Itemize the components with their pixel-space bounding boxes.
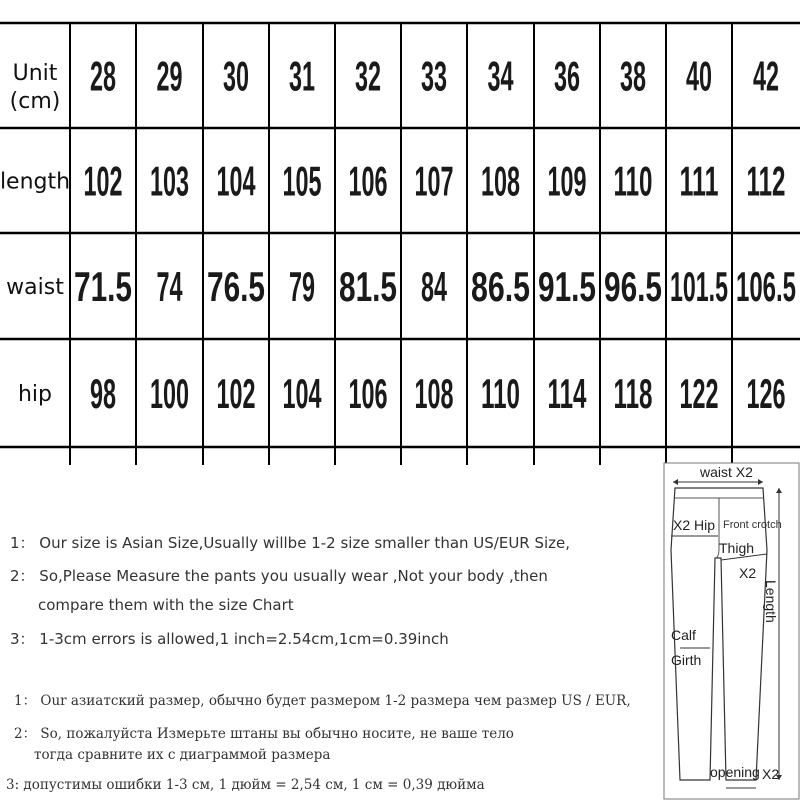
size-value-cell: 102 bbox=[216, 370, 256, 417]
size-value-cell: 101.5 bbox=[670, 263, 728, 310]
size-value-cell: 111 bbox=[679, 157, 719, 205]
size-header-cell: 32 bbox=[355, 52, 381, 100]
size-value-cell: 98 bbox=[90, 370, 116, 417]
size-notes bbox=[0, 470, 660, 800]
opening-x2-label: X2 bbox=[762, 766, 780, 782]
size-header-cell: 42 bbox=[753, 52, 779, 100]
size-value-cell: 105 bbox=[282, 157, 322, 205]
size-value-cell: 84 bbox=[421, 263, 448, 310]
size-value-cell: 118 bbox=[613, 370, 653, 417]
size-value-cell: 79 bbox=[289, 263, 315, 310]
size-value-cell: 74 bbox=[156, 263, 183, 310]
size-value-cell: 110 bbox=[481, 370, 520, 417]
waist-label: waist X2 bbox=[700, 464, 753, 480]
note-en-2-cont: compare them with the size Chart bbox=[38, 596, 294, 614]
note-ru-1: 1： Our азиатский размер, обычно будет размером 1-2 размера чем размер US / EUR, bbox=[14, 693, 631, 709]
size-value-cell: 76.5 bbox=[207, 263, 265, 310]
girth-label: Girth bbox=[671, 652, 702, 668]
size-value-cell: 103 bbox=[150, 157, 189, 205]
opening-label: opening bbox=[710, 764, 760, 780]
size-value-cell: 71.5 bbox=[74, 263, 132, 310]
front-crotch-label: Front crotch bbox=[723, 519, 782, 531]
size-value-cell: 109 bbox=[547, 157, 587, 205]
size-value-cell: 106 bbox=[348, 370, 388, 417]
size-value-cell: 104 bbox=[216, 157, 256, 205]
size-value-cell: 112 bbox=[746, 157, 786, 205]
size-value-cell: 108 bbox=[481, 157, 520, 205]
size-header-cell: 28 bbox=[90, 52, 116, 100]
size-header-cell: 36 bbox=[554, 52, 580, 100]
size-value-cell: 86.5 bbox=[471, 263, 530, 310]
row-label-length: length bbox=[0, 169, 71, 195]
note-ru-3: 3: допустимы ошибки 1-3 см, 1 дюйм = 2,54 см, 1 см = 0,39 дюйма bbox=[6, 777, 485, 793]
header-unit-sublabel: (cm) bbox=[9, 89, 61, 114]
size-value-cell: 106 bbox=[348, 157, 388, 205]
size-value-cell: 107 bbox=[414, 157, 454, 205]
size-value-cell: 126 bbox=[746, 370, 786, 417]
hip-label: X2 Hip bbox=[673, 517, 716, 533]
pants-measurement-diagram bbox=[663, 462, 800, 800]
length-label: Length bbox=[763, 580, 779, 623]
note-ru-2-cont: тогда сравните их с диаграммой размера bbox=[34, 747, 331, 763]
size-header-cell: 30 bbox=[223, 52, 249, 100]
size-value-cell: 81.5 bbox=[339, 263, 397, 310]
size-header-cell: 31 bbox=[289, 52, 315, 100]
size-value-cell: 96.5 bbox=[604, 263, 662, 310]
size-value-cell: 110 bbox=[613, 157, 653, 205]
calf-label: Calf bbox=[671, 627, 696, 643]
size-header-cell: 38 bbox=[620, 52, 646, 100]
thigh-label: Thigh bbox=[719, 540, 755, 556]
header-unit-label: Unit bbox=[12, 61, 58, 86]
thigh-x2-label: X2 bbox=[739, 565, 757, 581]
note-en-2: 2： So,Please Measure the pants you usually wear ,Not your body ,then bbox=[10, 567, 548, 585]
note-ru-2: 2： So, пожалуйста Измерьте штаны вы обычно носите, не ваше тело bbox=[14, 726, 514, 742]
size-value-cell: 104 bbox=[282, 370, 322, 417]
row-label-hip: hip bbox=[17, 382, 53, 407]
note-en-1: 1： Our size is Asian Size,Usually willbe 1-2 size smaller than US/EUR Size, bbox=[10, 534, 571, 552]
note-en-3: 3： 1-3cm errors is allowed,1 inch=2.54cm,1cm=0.39inch bbox=[10, 630, 449, 648]
size-header-cell: 34 bbox=[487, 52, 514, 100]
size-header-cell: 29 bbox=[156, 52, 183, 100]
row-label-waist: waist bbox=[6, 275, 64, 300]
size-value-cell: 108 bbox=[414, 370, 454, 417]
size-value-cell: 122 bbox=[679, 370, 719, 417]
size-value-cell: 100 bbox=[150, 370, 189, 417]
size-value-cell: 106.5 bbox=[736, 263, 796, 310]
size-value-cell: 102 bbox=[83, 157, 123, 205]
size-header-cell: 33 bbox=[421, 52, 447, 100]
size-value-cell: 114 bbox=[547, 370, 587, 417]
size-value-cell: 91.5 bbox=[538, 263, 596, 310]
size-header-cell: 40 bbox=[686, 52, 712, 100]
